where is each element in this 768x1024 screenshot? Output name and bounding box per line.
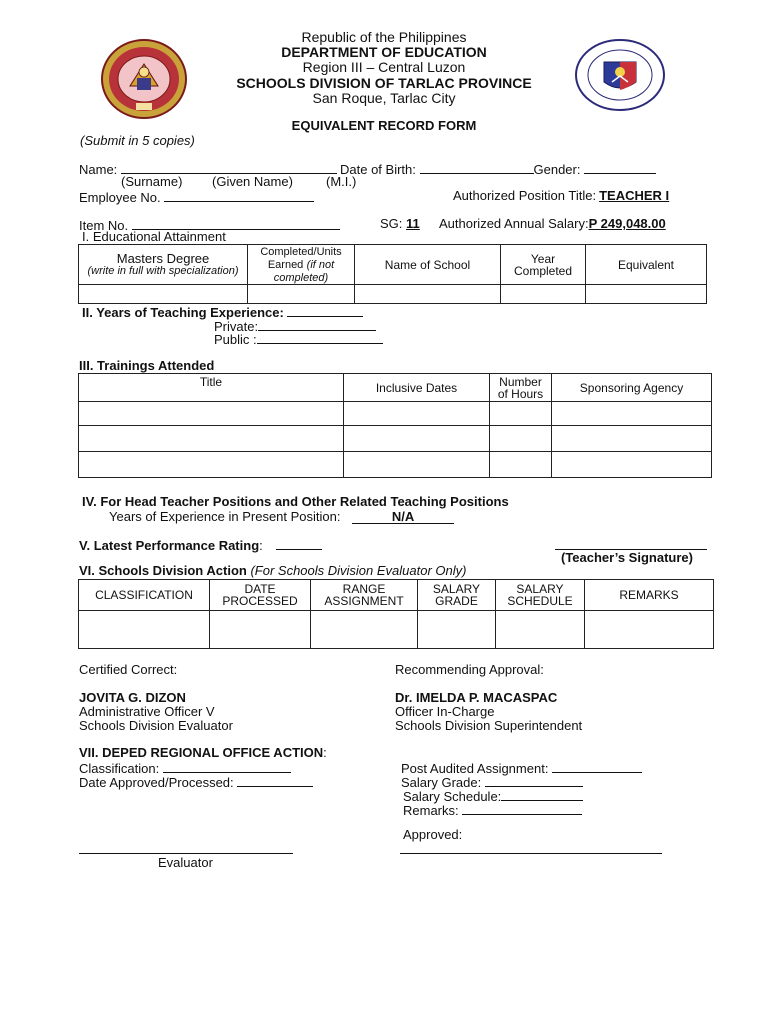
- classification-field[interactable]: [163, 759, 291, 773]
- division-col-classification: CLASSIFICATION: [79, 580, 210, 611]
- education-heading: I. Educational Attainment: [82, 229, 226, 244]
- table-cell[interactable]: [344, 426, 490, 452]
- given-name-caption: (Given Name): [212, 174, 293, 189]
- experience-heading: II. Years of Teaching Experience:: [82, 305, 284, 320]
- sg-row: [380, 216, 420, 231]
- salary-grade-field[interactable]: [485, 773, 583, 787]
- public-row: [214, 330, 383, 347]
- recommending-name: Dr. IMELDA P. MACASPAC: [395, 690, 558, 705]
- approved-label: Approved:: [403, 827, 463, 842]
- employee-field[interactable]: [164, 188, 314, 202]
- evaluator-signature-line[interactable]: [79, 853, 293, 854]
- table-cell[interactable]: [586, 285, 707, 304]
- table-cell[interactable]: [79, 426, 344, 452]
- trainings-table: [78, 373, 712, 478]
- certified-position-1: Administrative Officer V: [79, 704, 215, 719]
- remarks-field[interactable]: [462, 801, 582, 815]
- education-col-school: Name of School: [355, 245, 501, 285]
- item-field[interactable]: [132, 216, 340, 230]
- present-position-label: Years of Experience in Present Position:: [109, 509, 341, 524]
- trainings-col-hours: Number of Hours: [490, 374, 552, 402]
- sg-label: SG:: [380, 216, 403, 231]
- submit-note: (Submit in 5 copies): [80, 133, 195, 148]
- table-cell[interactable]: [418, 611, 496, 649]
- training-row: [79, 402, 712, 426]
- signature-label: (Teacher’s Signature): [561, 550, 693, 565]
- salary-row: [439, 216, 666, 231]
- dob-label: Date of Birth:: [340, 162, 416, 177]
- trainings-col-agency: Sponsoring Agency: [552, 374, 712, 402]
- division-col-remarks: REMARKS: [585, 580, 714, 611]
- deped-seal-logo: [574, 38, 666, 112]
- education-col-units: [248, 245, 355, 285]
- salary-grade-label: Salary Grade:: [401, 775, 482, 790]
- division-col-grade: SALARY GRADE: [418, 580, 496, 611]
- certified-position-2: Schools Division Evaluator: [79, 718, 233, 733]
- trainings-col-title: Title: [79, 374, 344, 402]
- table-cell[interactable]: [552, 402, 712, 426]
- salary-schedule-label: Salary Schedule:: [403, 789, 502, 804]
- table-cell[interactable]: [490, 452, 552, 478]
- surname-caption: (Surname): [121, 174, 183, 189]
- region-line: Region III – Central Luzon: [302, 59, 466, 75]
- head-teacher-heading: IV. For Head Teacher Positions and Other Related Teaching Positions: [82, 494, 509, 509]
- sg-value: 11: [406, 216, 420, 231]
- post-audited-field[interactable]: [552, 759, 642, 773]
- performance-field[interactable]: [276, 536, 322, 550]
- experience-field[interactable]: [287, 303, 363, 317]
- table-cell[interactable]: [248, 285, 355, 304]
- table-cell[interactable]: [79, 611, 210, 649]
- table-cell[interactable]: [552, 452, 712, 478]
- table-cell[interactable]: [552, 426, 712, 452]
- division-action-table: [78, 579, 714, 649]
- classification-label: Classification:: [79, 761, 160, 776]
- employee-label: Employee No.: [79, 190, 161, 205]
- position-row: [453, 188, 669, 203]
- name-row: [79, 160, 337, 177]
- table-cell[interactable]: [210, 611, 311, 649]
- training-row: [79, 452, 712, 478]
- training-row: [79, 426, 712, 452]
- table-cell[interactable]: [496, 611, 585, 649]
- date-approved-field[interactable]: [237, 773, 313, 787]
- education-row: [79, 285, 707, 304]
- present-position-row: [109, 509, 454, 524]
- table-cell[interactable]: [344, 452, 490, 478]
- division-action-heading: VI. Schools Division Action: [79, 563, 247, 578]
- trainings-col-dates: Inclusive Dates: [344, 374, 490, 402]
- post-audited-label: Post Audited Assignment:: [401, 761, 549, 776]
- education-col-equivalent: Equivalent: [586, 245, 707, 285]
- table-cell[interactable]: [79, 285, 248, 304]
- certified-label: Certified Correct:: [79, 662, 178, 677]
- salary-label: Authorized Annual Salary:: [439, 216, 589, 231]
- education-table: [78, 244, 707, 304]
- gender-field[interactable]: [584, 160, 656, 174]
- address-line: San Roque, Tarlac City: [312, 90, 456, 106]
- table-cell[interactable]: [355, 285, 501, 304]
- recommending-label: Recommending Approval:: [395, 662, 544, 677]
- table-cell[interactable]: [501, 285, 586, 304]
- approver-signature-line[interactable]: [400, 853, 662, 854]
- gender-label: Gender:: [533, 162, 581, 177]
- division-action-row: [79, 563, 466, 578]
- remarks-label: Remarks:: [403, 803, 459, 818]
- performance-colon: :: [259, 538, 263, 553]
- division-action-row: [79, 611, 714, 649]
- trainings-heading: III. Trainings Attended: [79, 358, 215, 373]
- republic-line: Republic of the Philippines: [301, 29, 467, 45]
- dob-row: [340, 160, 656, 177]
- performance-label: V. Latest Performance Rating: [79, 538, 260, 553]
- department-line: DEPARTMENT OF EDUCATION: [281, 44, 487, 60]
- public-field[interactable]: [257, 330, 383, 344]
- item-label: Item No.: [79, 218, 129, 233]
- table-cell[interactable]: [344, 402, 490, 426]
- table-cell[interactable]: [79, 402, 344, 426]
- form-title: EQUIVALENT RECORD FORM: [291, 118, 477, 133]
- division-seal-logo: [100, 38, 188, 120]
- education-col-year: Year Completed: [501, 245, 586, 285]
- division-col-schedule: SALARY SCHEDULE: [496, 580, 585, 611]
- position-value: TEACHER I: [599, 188, 670, 203]
- division-col-date: DATE PROCESSED: [210, 580, 311, 611]
- table-cell[interactable]: [490, 426, 552, 452]
- recommending-position-1: Officer In-Charge: [395, 704, 495, 719]
- regional-heading-colon: :: [323, 745, 327, 760]
- private-field[interactable]: [258, 317, 376, 331]
- mi-caption: (M.I.): [326, 174, 357, 189]
- salary-value: P 249,048.00: [588, 216, 666, 231]
- name-field[interactable]: [121, 160, 319, 174]
- division-col-range: RANGE ASSIGNMENT: [311, 580, 418, 611]
- table-cell[interactable]: [490, 402, 552, 426]
- division-line: SCHOOLS DIVISION OF TARLAC PROVINCE: [236, 75, 532, 91]
- dob-field[interactable]: [420, 160, 534, 174]
- employee-row: [79, 188, 314, 205]
- education-col-degree-main: Masters Degree: [116, 250, 210, 266]
- date-approved-row: [79, 773, 313, 790]
- mi-field[interactable]: [319, 160, 337, 174]
- evaluator-label: Evaluator: [158, 855, 213, 870]
- remarks-row: [403, 801, 582, 818]
- name-label: Name:: [79, 162, 118, 177]
- table-cell[interactable]: [79, 452, 344, 478]
- performance-row: [79, 536, 322, 553]
- position-label: Authorized Position Title:: [453, 188, 597, 203]
- salary-schedule-field[interactable]: [501, 787, 583, 801]
- table-cell[interactable]: [311, 611, 418, 649]
- education-col-degree: [79, 245, 248, 285]
- regional-heading: VII. DEPED REGIONAL OFFICE ACTION: [79, 745, 324, 760]
- present-position-value: N/A: [352, 510, 454, 524]
- division-action-note: (For Schools Division Evaluator Only): [250, 563, 467, 578]
- education-col-degree-sub: (write in full with specialization): [87, 264, 239, 277]
- regional-heading-row: [79, 745, 327, 760]
- date-approved-label: Date Approved/Processed:: [79, 775, 234, 790]
- education-col-units-sub: (if not completed): [273, 259, 335, 284]
- recommending-position-2: Schools Division Superintendent: [395, 718, 583, 733]
- public-label: Public :: [214, 332, 257, 347]
- table-cell[interactable]: [585, 611, 714, 649]
- certified-name: JOVITA G. DIZON: [79, 690, 186, 705]
- private-label: Private:: [214, 319, 259, 334]
- education-col-units-main: Completed/Units Earned: [260, 246, 342, 271]
